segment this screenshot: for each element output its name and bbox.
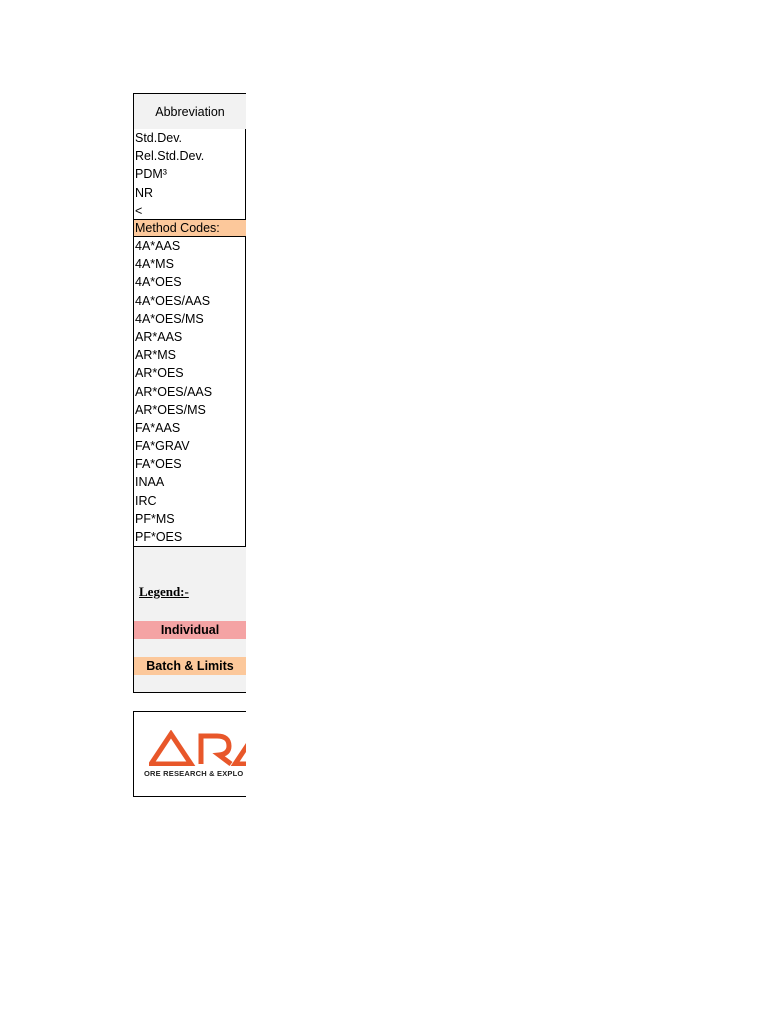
abbreviation-list <box>134 129 246 219</box>
list-item: IRC <box>135 493 157 508</box>
list-item: NR <box>135 185 154 200</box>
list-item: PF*MS <box>135 511 175 526</box>
company-logo-box <box>133 711 246 797</box>
list-item: Std.Dev. <box>135 131 183 145</box>
list-item: AR*OES/MS <box>135 402 206 417</box>
legend-individual: Individual <box>134 621 246 639</box>
list-item: 4A*AAS <box>135 239 181 253</box>
legend-title: Legend:- <box>139 584 189 599</box>
list-item: 4A*OES/AAS <box>135 293 211 308</box>
legend-batch-limits: Batch & Limits <box>134 657 246 675</box>
list-item: FA*AAS <box>135 420 181 435</box>
list-item: Rel.Std.Dev. <box>135 149 205 164</box>
list-item: 4A*MS <box>135 257 174 272</box>
table-header: Abbreviation <box>134 94 246 130</box>
list-item: 4A*OES/MS <box>135 311 204 326</box>
method-codes-list <box>134 237 246 547</box>
list-item: AR*AAS <box>135 329 183 344</box>
list-item: 4A*OES <box>135 275 182 290</box>
abbreviation-table <box>133 93 246 693</box>
list-item: PDM³ <box>135 167 167 182</box>
list-item: PF*OES <box>135 530 183 544</box>
list-item: AR*MS <box>135 348 176 363</box>
orea-logo-icon <box>149 730 246 766</box>
list-item: FA*OES <box>135 457 182 472</box>
list-item: < <box>135 203 143 218</box>
list-item: AR*OES/AAS <box>135 384 213 399</box>
list-item: FA*GRAV <box>135 439 190 454</box>
list-item: AR*OES <box>135 366 184 381</box>
list-item: INAA <box>135 475 165 490</box>
company-name: ORE RESEARCH & EXPLO <box>144 769 244 778</box>
method-codes-header: Method Codes: <box>134 219 246 237</box>
